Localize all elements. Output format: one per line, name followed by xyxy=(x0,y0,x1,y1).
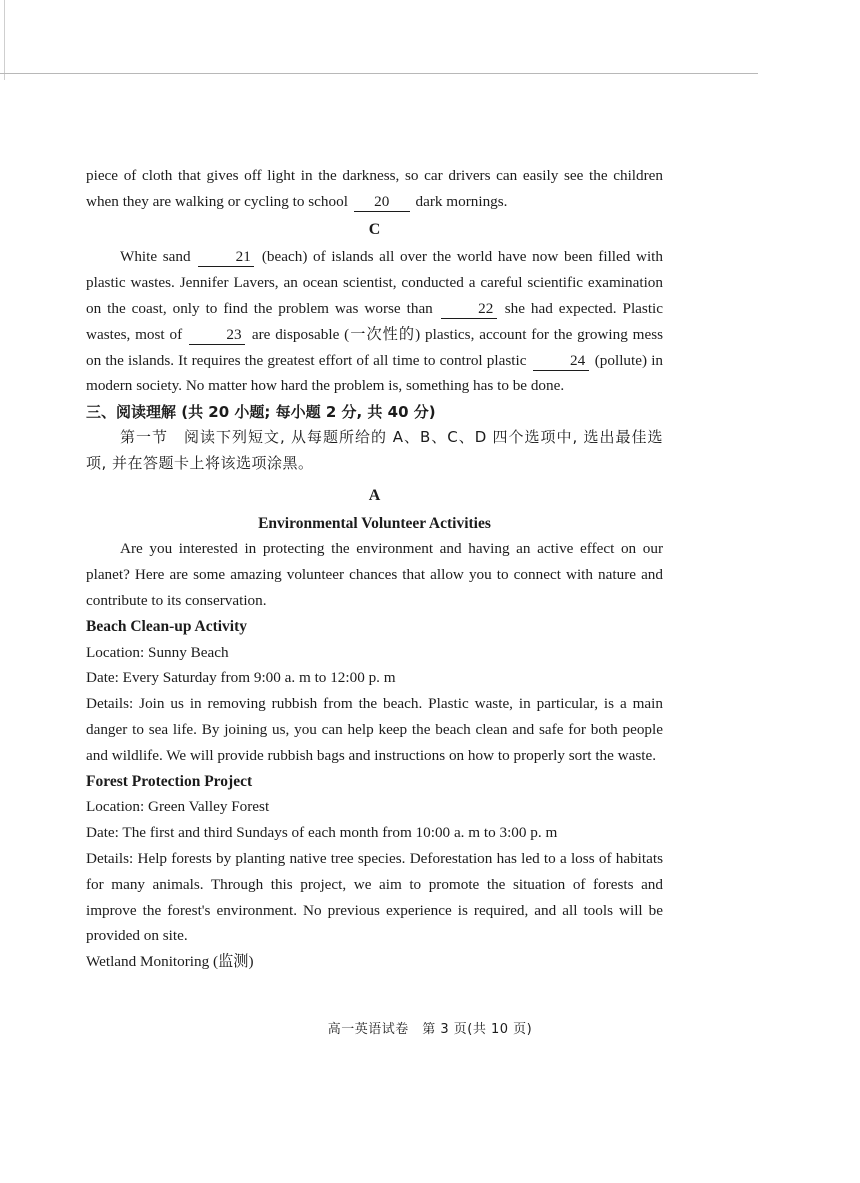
passage-a-title: Environmental Volunteer Activities xyxy=(258,514,491,532)
passage-a-intro: Are you interested in protecting the environment and having an active effect on our planet? Here are some amazing volunteer chances that allow you to connect with nature and contribute to its conservation. xyxy=(86,540,663,609)
blank-24: 24 xyxy=(533,352,589,371)
blank-23: 23 xyxy=(189,326,245,345)
page-footer: 高一英语试卷 第 3 页(共 10 页) xyxy=(327,1022,533,1037)
passage-a-letter: A xyxy=(368,486,381,504)
section-c-letter: C xyxy=(368,220,381,238)
blank-22: 22 xyxy=(441,300,497,319)
scan-edge xyxy=(4,0,5,80)
reading-instruction: 第一节 阅读下列短文, 从每题所给的 A、B、C、D 四个选项中, 选出最佳选项, 并在答题卡上将该选项涂黑。 xyxy=(86,428,663,472)
forest-location: Location: Green Valley Forest xyxy=(86,798,270,816)
header-rule xyxy=(0,73,758,74)
forest-details: Details: Help forests by planting native tree species. Deforestation has led to a loss of habitats for many animals. Through this project, we aim to promote the situation of forests and improve the forest's environment. No previous experience is required, and all tools will be provided on site. xyxy=(86,849,663,945)
forest-project-title: Forest Protection Project xyxy=(86,772,253,790)
reading-section-heading: 三、阅读理解 (共 20 小题; 每小题 2 分, 共 40 分) xyxy=(86,403,436,422)
blank-20: 20 xyxy=(354,193,410,212)
carryover-paragraph: piece of cloth that gives off light in the darkness, so car drivers can easily see the children when they are walking or cycling to school 20 dark mornings. xyxy=(86,167,663,210)
section-c-paragraph: White sand 21 (beach) of islands all over the world have now been filled with plastic wastes. Jennifer Lavers, an ocean scientist, conducted a careful scientific examination on the coast, only to find the problem was worse than 22 she had expected. Plastic wastes, most of 23 are disposable (一次性的) plastics, account for the growing mess on the islands. It requires the greatest effort of all time to control plastic 24 (pollute) in modern society. No matter how hard the problem is, something has to be done. xyxy=(86,248,664,395)
beach-date: Date: Every Saturday from 9:00 a. m to 12:00 p. m xyxy=(86,669,396,687)
exam-page-content xyxy=(86,163,663,975)
beach-activity-title: Beach Clean-up Activity xyxy=(86,617,248,635)
blank-21: 21 xyxy=(198,248,254,267)
forest-date: Date: The first and third Sundays of each month from 10:00 a. m to 3:00 p. m xyxy=(86,824,558,842)
beach-location: Location: Sunny Beach xyxy=(86,643,229,661)
wetland-monitoring-title: Wetland Monitoring (监测) xyxy=(86,953,254,971)
beach-details: Details: Join us in removing rubbish from the beach. Plastic waste, in particular, is a main danger to sea life. By joining us, you can help keep the beach clean and safe for both people and wildlife. We will provide rubbish bags and instructions on how to properly sort the waste. xyxy=(86,695,663,764)
